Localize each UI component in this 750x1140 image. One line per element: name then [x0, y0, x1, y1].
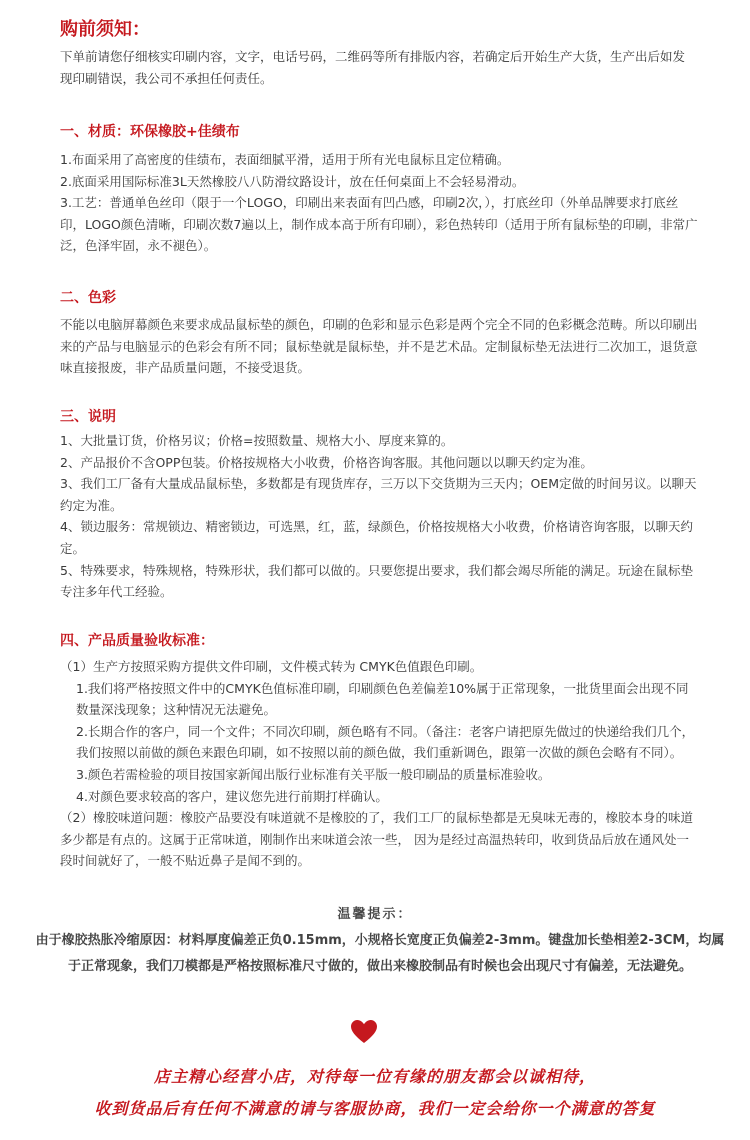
- section-heading-material: 一、材质：环保橡胶+佳绩布: [60, 124, 240, 140]
- quality-line: 4.对颜色要求较高的客户，建议您先进行前期打样确认。: [76, 788, 388, 804]
- section-body-notes: [60, 430, 700, 603]
- signature-line-1: 店主精心经营小店，对待每一位有缘的朋友都会以诚相待，: [153, 1067, 596, 1086]
- color-paragraph: 不能以电脑屏幕颜色来要求成品鼠标垫的颜色，印刷的色彩和显示色彩是两个完全不同的色彩概念范畴。所以印刷出来的产品与电脑显示的色彩会有所不同；鼠标垫就是鼠标垫，并不是艺术品。定制鼠标垫无法进行二次加工，退货意味直接报废，非产品质量问题，不接受退货。: [60, 317, 698, 376]
- quality-line: 2.长期合作的客户，同一个文件；不同次印刷，颜色略有不同。（备注：老客户请把原先做过的快递给我们几个，我们按照以前做的颜色来跟色印刷，如不按照以前的颜色做，我们重新调色，跟第一次做的颜色会略有不同）。: [76, 723, 695, 761]
- section-body-quality: [60, 656, 700, 872]
- notes-line: 5、特殊要求，特殊规格，特殊形状，我们都可以做的。只要您提出要求，我们都会竭尽所能的满足。玩途在鼠标垫专注多年代工经验。: [60, 562, 693, 600]
- signature-line-2: 收到货品后有任何不满意的请与客服协商，我们一定会给你一个满意的答复: [94, 1099, 656, 1118]
- section-heading-notes: 三、说明: [60, 409, 116, 425]
- notes-line: 3、我们工厂备有大量成品鼠标垫，多数都是有现货库存，三万以下交货期为三天内；OEM定做的时间另议。以聊天约定为准。: [60, 476, 697, 513]
- material-line: 3.工艺：普通单色丝印（限于一个LOGO，印刷出来表面有凹凸感，印刷2次，），打底丝印（外单品牌要求打底丝印，LOGO颜色清晰，印刷次数7遍以上，制作成本高于所有印刷），彩色热转印（适用于所有鼠标垫的印刷，非常广泛，色泽牢固，永不褪色）。: [60, 195, 698, 254]
- notes-line: 2、产品报价不含OPP包装。价格按规格大小收费，价格咨询客服。其他问题以以聊天约定为准。: [60, 454, 593, 470]
- notes-line: 1、大批量订货，价格另议；价格=按照数量、规格大小、厚度来算的。: [60, 433, 454, 448]
- section-body-material: [60, 149, 700, 257]
- quality-line: （1）生产方按照采购方提供文件印刷，文件模式转为 CMYK色值跟色印刷。: [60, 659, 483, 674]
- material-line: 1.布面采用了高密度的佳绩布，表面细腻平滑，适用于所有光电鼠标且定位精确。: [60, 152, 510, 167]
- section-heading-quality: 四、产品质量验收标准：: [60, 633, 214, 649]
- page-title: 购前须知：: [60, 19, 150, 40]
- quality-line: 3.颜色若需检验的项目按国家新闻出版行业标准有关平版一般印刷品的质量标准验收。: [76, 766, 551, 782]
- heart-icon: [351, 1020, 377, 1044]
- tip-title: 温馨提示：: [337, 907, 413, 922]
- intro-paragraph: 下单前请您仔细核实印刷内容，文字，电话号码，二维码等所有排版内容，若确定后开始生产大货，生产出后如发现印刷错误，我公司不承担任何责任。: [60, 49, 686, 86]
- notes-line: 4、锁边服务：常规锁边、精密锁边，可选黑，红，蓝，绿颜色，价格按规格大小收费，价格请咨询客服，以聊天约定。: [60, 519, 693, 556]
- quality-line: （2）橡胶味道问题：橡胶产品要没有味道就不是橡胶的了，我们工厂的鼠标垫都是无臭味无毒的，橡胶本身的味道多少都是有点的。这属于正常味道，刚制作出来味道会浓一些， 因为是经过高温热转印，收到货品后放在通风处一段时间就好了，一般不贴近鼻子是闻不到的。: [60, 810, 693, 869]
- tip-body: 由于橡胶热胀冷缩原因：材料厚度偏差正负0.15mm，小规格长宽度正负偏差2-3mm。键盘加长垫相差2-3CM，均属于正常现象，我们刀模都是严格按照标准尺寸做的，做出来橡胶制品有时候也会出现尺寸有偏差，无法避免。: [35, 933, 725, 974]
- quality-line: 1.我们将严格按照文件中的CMYK色值标准印刷，印刷颜色色差偏差10%属于正常现象，一批货里面会出现不同数量深浅现象；这种情况无法避免。: [76, 680, 689, 718]
- material-line: 2.底面采用国际标准3L天然橡胶八八防滑纹路设计，放在任何桌面上不会轻易滑动。: [60, 173, 525, 189]
- section-heading-color: 二、色彩: [60, 290, 116, 306]
- section-body-color: [60, 314, 700, 379]
